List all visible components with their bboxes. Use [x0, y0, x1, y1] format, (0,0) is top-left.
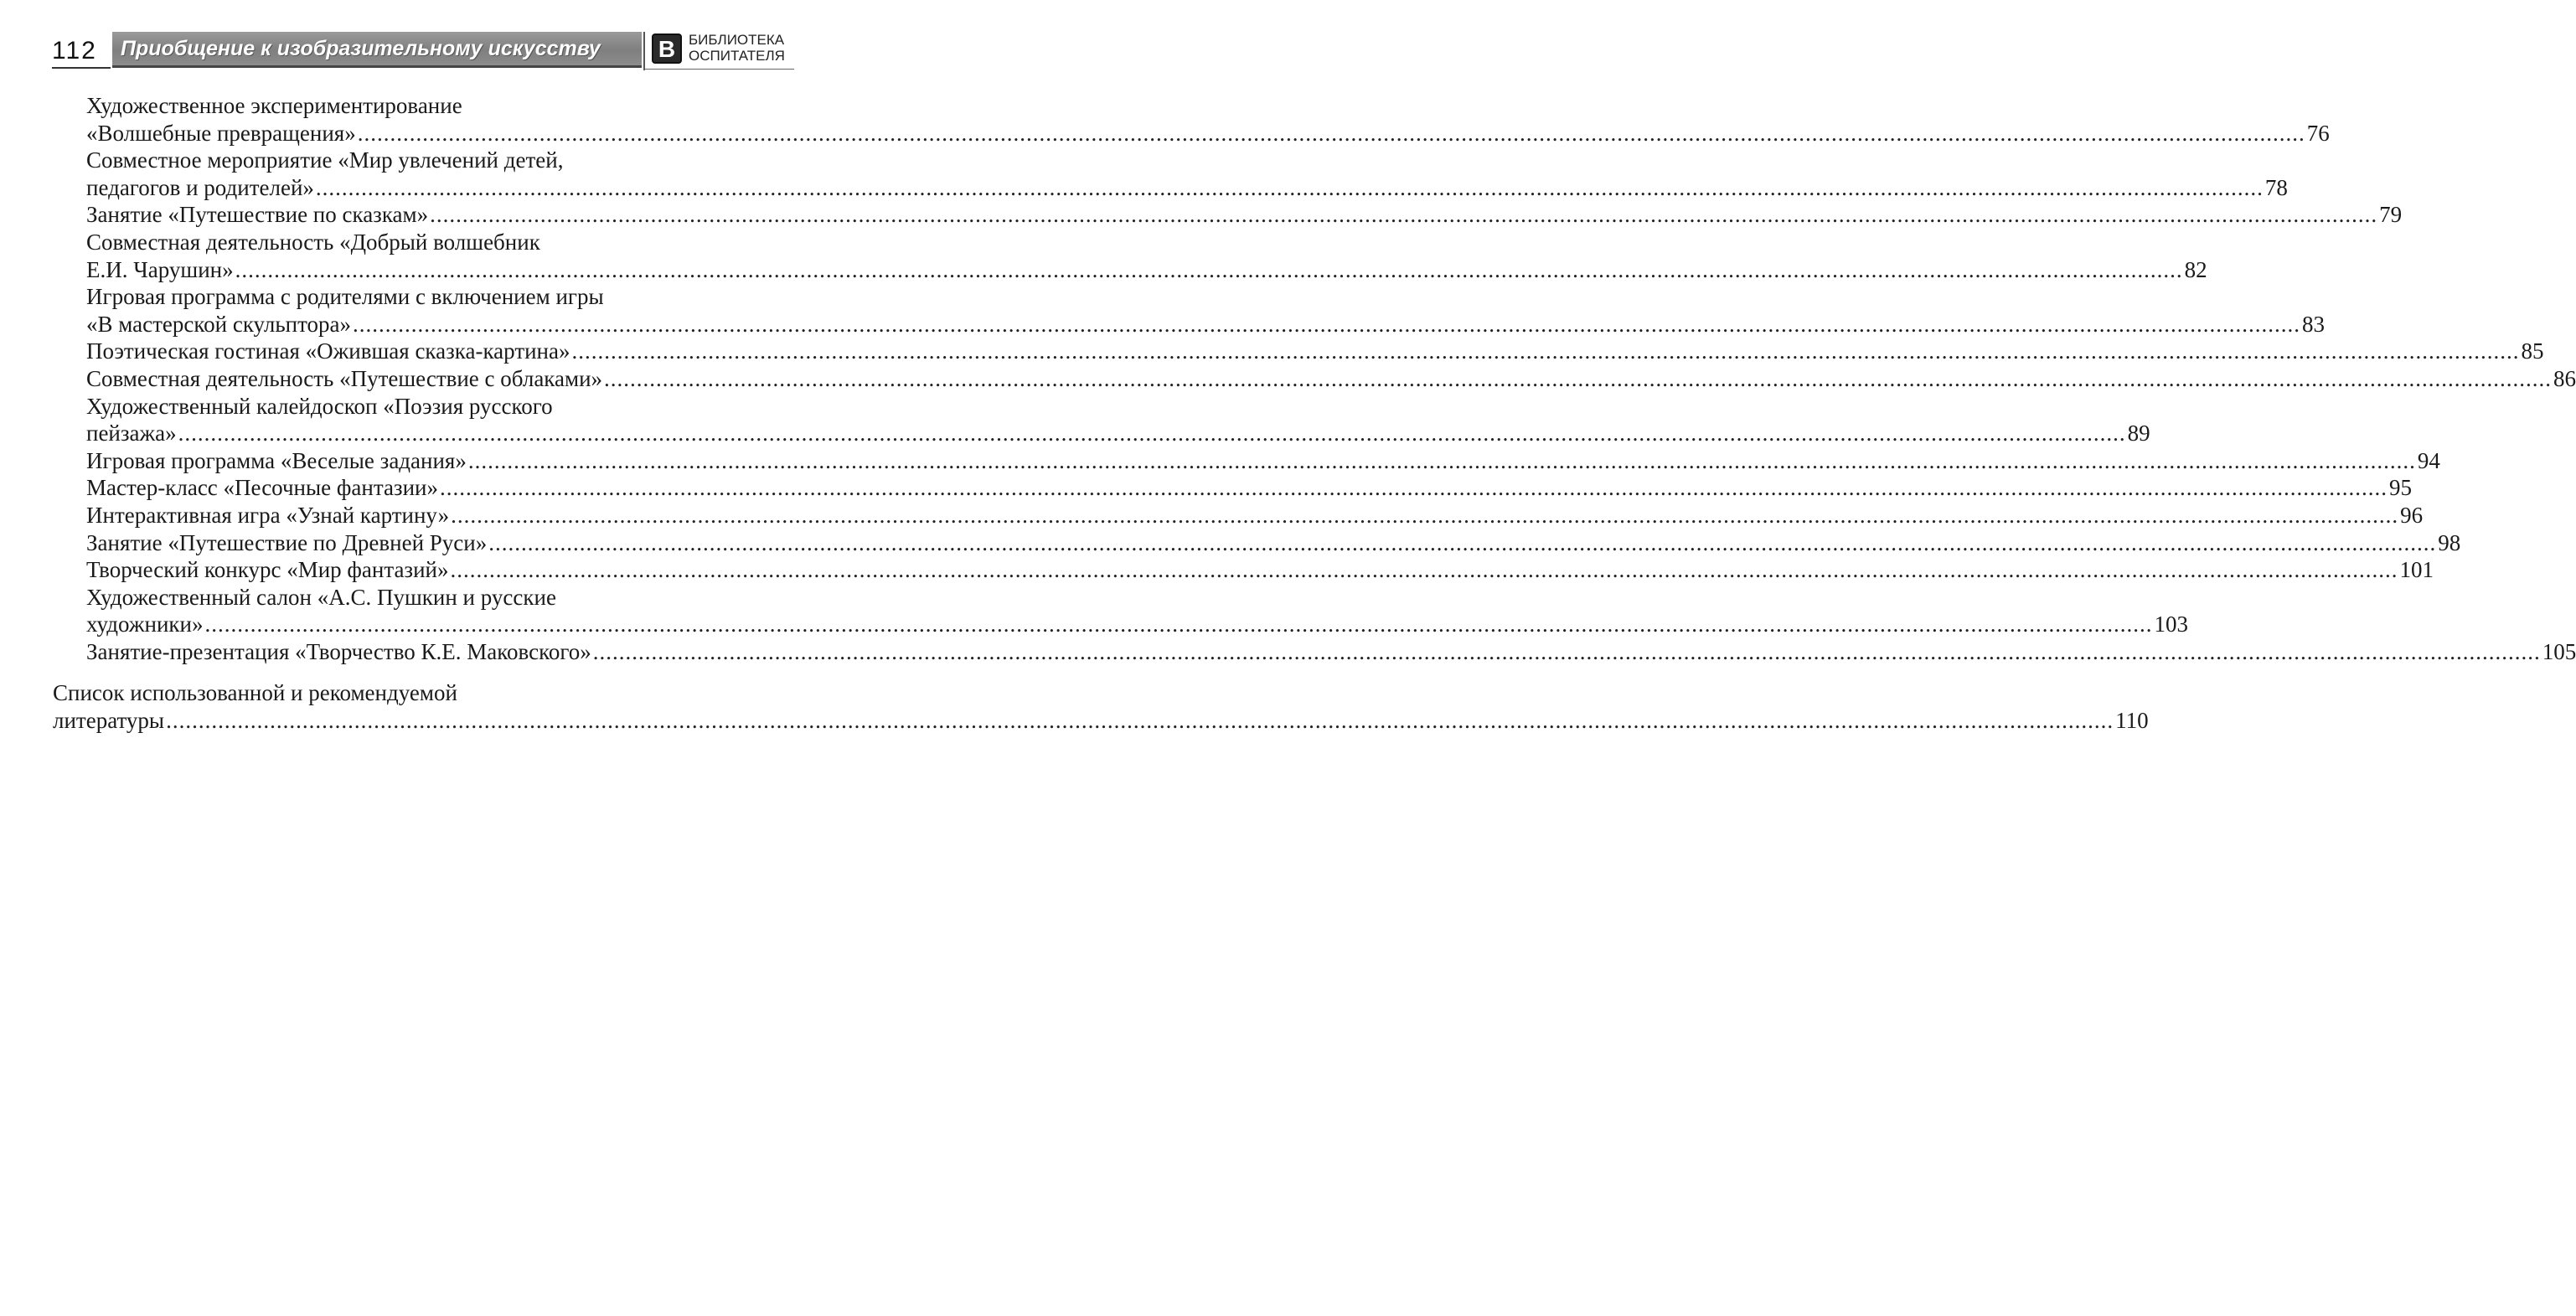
series-logo-letter: В	[658, 36, 676, 62]
dot-leader: ............................................................................................................................................................................................................................................................................................................	[440, 475, 2388, 501]
bibliography-page: 110	[2115, 708, 2149, 734]
toc-entry-title: Совместная деятельность «Путешествие с облаками»	[86, 365, 603, 391]
toc-entry-page: 105	[2542, 638, 2576, 664]
toc-entry	[86, 638, 2576, 666]
dot-leader: ............................................................................................................................................................................................................................................................................................................	[450, 557, 2398, 583]
toc-entry-page: 89	[2127, 421, 2150, 446]
toc-entry-page: 82	[2184, 256, 2207, 282]
toc-entry-title: Интерактивная игра «Узнай картину»	[86, 502, 450, 528]
toc-entry	[86, 92, 2330, 147]
dot-leader: ............................................................................................................................................................................................................................................................................................................	[488, 529, 2437, 555]
toc-entry-title-line1: Художественный калейдоскоп «Поэзия русского	[86, 393, 553, 419]
toc-entry-page: 95	[2389, 475, 2412, 501]
dot-leader: ............................................................................................................................................................................................................................................................................................................	[467, 447, 2416, 473]
toc-entry	[86, 584, 2188, 638]
toc-entry-bibliography	[53, 679, 2149, 734]
toc-entry-title-line2: «Волшебные превращения»	[86, 120, 356, 146]
dot-leader: ............................................................................................................................................................................................................................................................................................................	[430, 202, 2378, 228]
series-name-line1: БИБЛИОТЕКА	[689, 32, 785, 48]
toc-entry-title: Занятие-презентация «Творчество К.Е. Маковского»	[86, 638, 591, 664]
toc-entry-title: Занятие «Путешествие по сказкам»	[86, 202, 429, 228]
table-of-contents	[0, 92, 2576, 735]
toc-entry-page: 96	[2400, 502, 2424, 528]
dot-leader: ............................................................................................................................................................................................................................................................................................................	[315, 174, 2264, 200]
toc-entry	[86, 556, 2434, 584]
toc-entry-page: 79	[2379, 202, 2403, 228]
toc-entry-title-line1: Художественное экспериментирование	[86, 93, 462, 118]
toc-entry-title-line1: Совместное мероприятие «Мир увлечений детей,	[86, 147, 564, 173]
section-title: Приобщение к изобразительному искусству	[121, 37, 601, 60]
dot-leader: ............................................................................................................................................................................................................................................................................................................	[235, 256, 2183, 282]
toc-entry	[86, 502, 2424, 529]
toc-entry-page: 85	[2521, 338, 2544, 364]
bibliography-title-line2: литературы	[53, 708, 165, 734]
toc-entry-page: 83	[2302, 311, 2326, 337]
toc-entry-title-line1: Игровая программа с родителями с включением игры	[86, 284, 604, 310]
header-divider	[643, 32, 645, 70]
toc-entry-title: Занятие «Путешествие по Древней Руси»	[86, 529, 488, 555]
dot-leader: ............................................................................................................................................................................................................................................................................................................	[604, 365, 2553, 391]
series-name	[689, 32, 785, 64]
series-logo-icon	[652, 34, 682, 64]
toc-entry-title-line2: педагогов и родителей»	[86, 174, 314, 200]
dot-leader: ............................................................................................................................................................................................................................................................................................................	[204, 612, 2153, 637]
toc-entry-page: 86	[2553, 365, 2576, 391]
toc-entry	[86, 393, 2150, 447]
running-header	[52, 32, 793, 70]
toc-entry-title: Мастер-класс «Песочные фантазии»	[86, 475, 438, 501]
toc-entry	[86, 283, 2326, 338]
toc-entry-title-line2: Е.И. Чарушин»	[86, 256, 234, 282]
toc-entry-page: 76	[2306, 120, 2330, 146]
toc-entry-page: 98	[2438, 529, 2461, 555]
toc-entry-page: 78	[2264, 174, 2288, 200]
toc-entry-title: Игровая программа «Веселые задания»	[86, 447, 467, 473]
toc-entry	[86, 147, 2288, 201]
series-name-line2: ОСПИТАТЕЛЯ	[689, 48, 785, 64]
header-underline	[643, 69, 794, 70]
dot-leader: ............................................................................................................................................................................................................................................................................................................	[166, 708, 2114, 734]
dot-leader: ............................................................................................................................................................................................................................................................................................................	[592, 638, 2541, 664]
toc-entry-title-line1: Художественный салон «А.С. Пушкин и русские	[86, 584, 556, 610]
toc-entry-title-line1: Совместная деятельность «Добрый волшебник	[86, 229, 540, 255]
toc-entry-title: Творческий конкурс «Мир фантазий»	[86, 557, 449, 583]
dot-leader: ............................................................................................................................................................................................................................................................................................................	[178, 421, 2126, 446]
toc-entry-page: 94	[2417, 447, 2440, 473]
page-number: 112	[52, 37, 97, 65]
dot-leader: ............................................................................................................................................................................................................................................................................................................	[357, 120, 2305, 146]
toc-entry-title-line2: пейзажа»	[86, 421, 177, 446]
toc-entry-page: 103	[2154, 612, 2188, 637]
toc-entry	[86, 365, 2576, 393]
bibliography-title-line1: Список использованной и рекомендуемой	[53, 680, 457, 706]
toc-entry	[86, 447, 2440, 475]
dot-leader: ............................................................................................................................................................................................................................................................................................................	[353, 311, 2301, 337]
toc-entry	[86, 201, 2403, 229]
toc-entry	[86, 229, 2207, 283]
toc-entry-title-line2: художники»	[86, 612, 204, 637]
dot-leader: ............................................................................................................................................................................................................................................................................................................	[451, 502, 2399, 528]
toc-entry	[86, 338, 2544, 365]
section-title-band	[112, 32, 642, 68]
toc-entry	[86, 474, 2412, 502]
dot-leader: ............................................................................................................................................................................................................................................................................................................	[571, 338, 2520, 364]
toc-entry-page: 101	[2399, 557, 2434, 583]
toc-entry-title: Поэтическая гостиная «Ожившая сказка-картина»	[86, 338, 570, 364]
toc-entry	[86, 529, 2461, 557]
page-number-rule	[52, 67, 111, 69]
toc-entry-title-line2: «В мастерской скульптора»	[86, 311, 352, 337]
